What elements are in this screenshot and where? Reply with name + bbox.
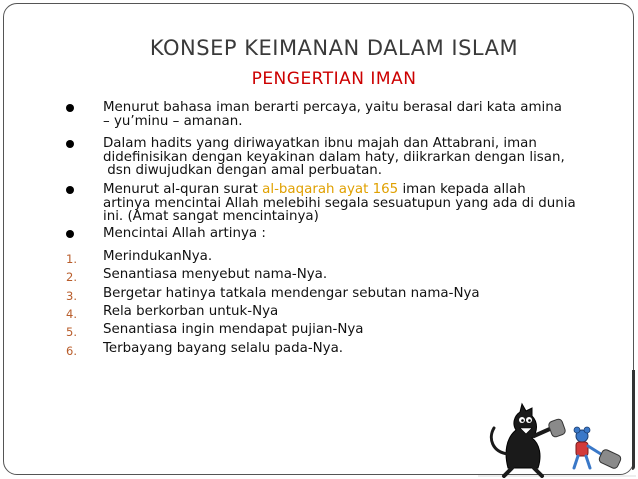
list-text: Terbayang bayang selalu pada-Nya. <box>103 341 344 356</box>
highlighted-reference: al-baqarah ayat 165 <box>262 182 399 197</box>
bullet-line: Menurut bahasa iman berarti percaya, yaitu berasal dari kata amina <box>103 100 562 115</box>
slide-title: KONSEP KEIMANAN DALAM ISLAM <box>149 36 519 60</box>
bullet-line: Dalam hadits yang diriwayatkan ibnu majah dan Attabrani, iman <box>103 136 537 151</box>
bullet-dot-icon <box>66 104 74 112</box>
bullet-line: ini. (Amat sangat mencintainya) <box>103 209 319 224</box>
bullet-dot-icon <box>66 230 74 238</box>
cat-mouse-mascot-icon <box>478 398 636 478</box>
bullet-dot-icon <box>66 140 74 148</box>
list-number: 3. <box>66 289 77 303</box>
bullet-line: Mencintai Allah artinya : <box>103 226 266 241</box>
list-number: 1. <box>66 252 77 266</box>
bullet-text: Menurut al-quran surat <box>103 182 263 197</box>
bullet-line: artinya mencintai Allah melebihi segala sesuatupun yang ada di dunia <box>103 195 576 211</box>
slide-subtitle: PENGERTIAN IMAN <box>251 69 417 89</box>
list-text: Senantiasa ingin mendapat pujian-Nya <box>103 322 364 337</box>
bullet-line: didefinisikan dengan keyakinan dalam haty, diikrarkan dengan lisan, <box>103 149 565 165</box>
list-number: 5. <box>66 325 77 339</box>
bullet-line: – yu’minu – amanan. <box>103 113 243 129</box>
list-text: Rela berkorban untuk-Nya <box>103 304 279 319</box>
list-number: 6. <box>66 344 77 358</box>
list-number: 2. <box>66 270 77 284</box>
bullet-line: dsn diwujudkan dengan amal perbuatan. <box>103 163 383 178</box>
list-number: 4. <box>66 307 77 321</box>
list-text: Senantiasa menyebut nama-Nya. <box>103 267 328 282</box>
bullet-dot-icon <box>66 186 74 194</box>
bullet-text: iman kepada allah <box>398 182 526 197</box>
bullet-line <box>103 183 608 197</box>
list-text: Bergetar hatinya tatkala mendengar sebutan nama-Nya <box>103 286 480 301</box>
list-text: MerindukanNya. <box>103 249 213 264</box>
